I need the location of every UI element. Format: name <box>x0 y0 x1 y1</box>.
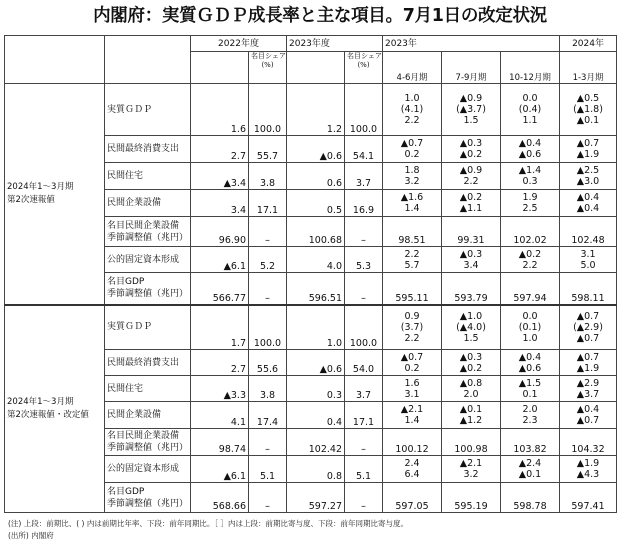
row-label <box>105 273 191 305</box>
cell-quarter-2 <box>442 456 501 483</box>
cell-quarter-4 <box>560 247 617 273</box>
cell-value: (3.7) <box>400 321 424 333</box>
cell-share2023: – <box>345 429 383 456</box>
cell-quarter-1 <box>383 429 442 456</box>
cell-value: 1.4 <box>404 415 420 426</box>
cell-value: ▲1.2 <box>459 415 483 426</box>
cell-value: 1.8 <box>404 165 420 176</box>
cell-value: 1.5 <box>463 332 479 344</box>
cell-share2023: – <box>345 217 383 247</box>
section-label-line: 第2次速報値・改定値 <box>7 409 89 420</box>
cell-fy2022: 96.90 <box>191 217 249 247</box>
cell-share2022: 17.4 <box>249 402 287 429</box>
cell-quarter-3 <box>501 190 560 217</box>
cell-value: 100.98 <box>454 444 488 455</box>
section-label <box>5 84 105 305</box>
cell-quarter-2 <box>442 402 501 429</box>
row-label-line: 季節調整値（兆円） <box>107 232 189 243</box>
cell-quarter-3 <box>501 84 560 136</box>
cell-value: 1.4 <box>404 203 420 214</box>
footnote-source: (出所) 内閣府 <box>8 531 54 540</box>
cell-value: 103.82 <box>513 444 547 455</box>
row-label <box>105 163 191 190</box>
cell-value: ▲2.1 <box>459 458 483 469</box>
cell-share2022: 3.8 <box>249 163 287 190</box>
cell-value: 0.0 <box>522 93 538 104</box>
header-y2023: 2023年 <box>383 36 560 52</box>
cell-fy2022: 566.77 <box>191 273 249 305</box>
cell-fy2022: 3.4 <box>191 190 249 217</box>
row-label-line: 民間住宅 <box>107 383 144 394</box>
row-label-line: 実質ＧＤＰ <box>107 322 153 333</box>
cell-value: (▲3.7) <box>456 104 486 115</box>
row-label <box>105 217 191 247</box>
cell-value: ▲1.9 <box>576 458 600 469</box>
cell-value: 2.2 <box>522 259 538 271</box>
cell-quarter-4 <box>560 305 617 350</box>
cell-value: ▲1.4 <box>518 165 542 176</box>
cell-value: 597.41 <box>571 501 605 512</box>
cell-quarter-3 <box>501 402 560 429</box>
cell-value: ▲0.7 <box>576 351 600 363</box>
cell-value: ▲0.1 <box>576 115 600 126</box>
header-quarter-1: 4-6月期 <box>383 52 442 84</box>
cell-quarter-4 <box>560 402 617 429</box>
cell-share2023: 100.0 <box>345 84 383 136</box>
header-quarter-4: 1-3月期 <box>560 52 617 84</box>
cell-share2023: – <box>345 273 383 305</box>
cell-quarter-3 <box>501 376 560 402</box>
cell-fy2022: 568.66 <box>191 483 249 513</box>
cell-share2023: 54.1 <box>345 136 383 163</box>
cell-value: ▲0.4 <box>518 351 542 363</box>
cell-share2023: 54.0 <box>345 350 383 376</box>
cell-share2022: – <box>249 483 287 513</box>
row-label <box>105 350 191 376</box>
cell-fy2023: 102.42 <box>287 429 345 456</box>
cell-quarter-4 <box>560 163 617 190</box>
cell-value: (▲2.9) <box>573 321 603 333</box>
cell-value: ▲1.9 <box>576 362 600 374</box>
cell-share2022: 100.0 <box>249 84 287 136</box>
cell-value: ▲2.9 <box>576 377 600 389</box>
share-unit: (%) <box>261 61 274 69</box>
cell-quarter-1 <box>383 350 442 376</box>
cell-value: (▲1.8) <box>573 104 603 115</box>
cell-share2023: 5.3 <box>345 247 383 273</box>
cell-share2023: 16.9 <box>345 190 383 217</box>
cell-fy2023: 4.0 <box>287 247 345 273</box>
cell-value: 595.19 <box>454 501 488 512</box>
cell-value: ▲0.3 <box>459 248 483 260</box>
row-label-line: 名目民間企業設備 <box>107 431 180 441</box>
section-label-line: 2024年1～3月期 <box>7 396 74 407</box>
cell-value: 1.0 <box>522 332 538 344</box>
cell-share2023: – <box>345 483 383 513</box>
cell-value: 102.02 <box>513 235 547 246</box>
page-title: 内閣府：実質ＧＤＰ成長率と主な項目。7月1日の改定状況 <box>93 6 547 26</box>
cell-fy2023: 0.4 <box>287 402 345 429</box>
cell-fy2022: 2.7 <box>191 136 249 163</box>
cell-fy2023: ▲0.6 <box>287 350 345 376</box>
cell-share2022: 55.7 <box>249 136 287 163</box>
cell-quarter-4 <box>560 456 617 483</box>
cell-value: ▲0.9 <box>459 165 483 176</box>
section-label <box>5 305 105 513</box>
cell-fy2023: 596.51 <box>287 273 345 305</box>
cell-value: 598.11 <box>571 292 605 304</box>
cell-quarter-1 <box>383 217 442 247</box>
cell-quarter-3 <box>501 217 560 247</box>
cell-value: 2.2 <box>404 332 420 344</box>
cell-quarter-3 <box>501 305 560 350</box>
row-label-line: 実質ＧＤＰ <box>107 104 153 115</box>
row-label-line: 公的固定資本形成 <box>107 464 180 474</box>
cell-quarter-2 <box>442 163 501 190</box>
cell-value: ▲0.7 <box>576 310 600 322</box>
cell-value: ▲0.2 <box>518 248 542 260</box>
header-share-2023 <box>345 52 383 84</box>
cell-quarter-4 <box>560 84 617 136</box>
cell-share2023: 100.0 <box>345 305 383 350</box>
cell-value: 598.78 <box>513 501 547 512</box>
cell-fy2023: 0.6 <box>287 163 345 190</box>
cell-value: 5.7 <box>404 259 420 271</box>
cell-fy2022: ▲3.4 <box>191 163 249 190</box>
cell-value: ▲0.2 <box>459 149 483 160</box>
row-label-line: 名目GDP <box>107 277 145 288</box>
cell-value: ▲0.4 <box>576 404 600 415</box>
share-label: 名目シェア <box>251 52 286 60</box>
row-label <box>105 305 191 350</box>
cell-value: 0.1 <box>522 388 538 400</box>
cell-value: ▲0.7 <box>576 138 600 149</box>
cell-value: ▲2.4 <box>518 458 542 469</box>
cell-value: 2.2 <box>404 115 420 126</box>
cell-fy2023: 597.27 <box>287 483 345 513</box>
cell-value: 2.0 <box>463 388 479 400</box>
cell-value: (▲4.0) <box>456 321 486 333</box>
cell-value: ▲1.9 <box>576 149 600 160</box>
row-label-line: 民間企業設備 <box>107 198 162 208</box>
cell-quarter-2 <box>442 136 501 163</box>
cell-value: ▲1.0 <box>459 310 483 322</box>
cell-quarter-2 <box>442 483 501 513</box>
row-label-line: 民間最終消費支出 <box>107 357 180 368</box>
row-label <box>105 456 191 483</box>
header-blank-2023 <box>287 52 345 84</box>
cell-share2022: 3.8 <box>249 376 287 402</box>
cell-share2022: – <box>249 429 287 456</box>
cell-value: 0.3 <box>522 176 538 187</box>
footnote-note: (注) 上段：前期比、( ) 内は前期比年率、下段：前年同期比。［ ］内は上段：前期比寄与度、下段：前年同期比寄与度。 <box>8 519 408 528</box>
row-label <box>105 84 191 136</box>
cell-value: ▲0.5 <box>576 93 600 104</box>
row-label <box>105 483 191 513</box>
cell-quarter-2 <box>442 273 501 305</box>
cell-value: 3.2 <box>463 469 479 480</box>
cell-fy2022: 1.6 <box>191 84 249 136</box>
header-fy2022: 2022年度 <box>191 36 287 52</box>
cell-value: 1.0 <box>404 93 420 104</box>
cell-value: ▲0.7 <box>576 332 600 344</box>
cell-value: 6.4 <box>404 469 420 480</box>
cell-share2022: 55.6 <box>249 350 287 376</box>
cell-quarter-2 <box>442 305 501 350</box>
cell-quarter-4 <box>560 429 617 456</box>
cell-quarter-3 <box>501 163 560 190</box>
header-row-years <box>5 36 617 52</box>
row-label-line: 名目GDP <box>107 486 145 497</box>
row-label-line: 公的固定資本形成 <box>107 254 180 265</box>
cell-fy2022: ▲6.1 <box>191 456 249 483</box>
cell-fy2022: 98.74 <box>191 429 249 456</box>
cell-fy2022: ▲3.3 <box>191 376 249 402</box>
cell-value: 99.31 <box>457 235 485 246</box>
cell-quarter-3 <box>501 136 560 163</box>
cell-value: 1.1 <box>522 115 538 126</box>
cell-fy2022: ▲6.1 <box>191 247 249 273</box>
cell-value: ▲2.1 <box>400 404 424 415</box>
cell-share2023: 17.1 <box>345 402 383 429</box>
cell-fy2023: 0.3 <box>287 376 345 402</box>
cell-fy2023: 100.68 <box>287 217 345 247</box>
cell-quarter-2 <box>442 350 501 376</box>
cell-value: ▲3.7 <box>576 388 600 400</box>
cell-quarter-2 <box>442 84 501 136</box>
row-label-line: 季節調整値（兆円） <box>107 498 189 509</box>
cell-value: 2.5 <box>522 203 538 214</box>
section-label-line: 第2次速報値 <box>7 194 55 205</box>
cell-quarter-3 <box>501 350 560 376</box>
share-label: 名目シェア <box>347 52 382 60</box>
cell-value: 100.12 <box>395 444 429 455</box>
cell-share2023: 3.7 <box>345 163 383 190</box>
cell-value: ▲0.1 <box>459 404 483 415</box>
cell-value: ▲0.7 <box>576 415 600 426</box>
cell-share2022: 5.1 <box>249 456 287 483</box>
cell-value: 0.2 <box>404 149 420 160</box>
row-label-line: 名目民間企業設備 <box>107 220 180 231</box>
cell-value: 5.0 <box>580 259 596 271</box>
cell-quarter-2 <box>442 247 501 273</box>
cell-value: ▲0.3 <box>459 138 483 149</box>
cell-value: 3.2 <box>404 176 420 187</box>
cell-quarter-1 <box>383 483 442 513</box>
cell-value: ▲0.7 <box>400 351 424 363</box>
header-share-2022 <box>249 52 287 84</box>
cell-value: 3.1 <box>580 248 596 260</box>
cell-fy2022: 4.1 <box>191 402 249 429</box>
cell-value: ▲0.9 <box>459 93 483 104</box>
cell-value: ▲0.4 <box>576 192 600 203</box>
cell-value: 0.0 <box>522 310 538 322</box>
cell-value: 3.4 <box>463 259 479 271</box>
cell-quarter-4 <box>560 217 617 247</box>
cell-fy2022: 1.7 <box>191 305 249 350</box>
cell-quarter-3 <box>501 483 560 513</box>
header-quarter-2: 7-9月期 <box>442 52 501 84</box>
cell-quarter-4 <box>560 350 617 376</box>
cell-value: 2.3 <box>522 415 538 426</box>
cell-fy2023: 1.2 <box>287 84 345 136</box>
cell-share2023: 5.1 <box>345 456 383 483</box>
table-row <box>5 84 617 136</box>
cell-value: 595.11 <box>395 292 429 304</box>
cell-quarter-2 <box>442 376 501 402</box>
cell-value: (0.4) <box>518 104 542 115</box>
cell-quarter-1 <box>383 273 442 305</box>
cell-quarter-4 <box>560 483 617 513</box>
cell-quarter-1 <box>383 84 442 136</box>
cell-quarter-4 <box>560 376 617 402</box>
row-label-line: 季節調整値（兆円） <box>107 443 189 453</box>
cell-value: ▲0.1 <box>518 469 542 480</box>
cell-value: ▲0.6 <box>518 362 542 374</box>
cell-fy2023: 0.8 <box>287 456 345 483</box>
cell-value: 597.05 <box>395 501 429 512</box>
cell-value: ▲0.4 <box>518 138 542 149</box>
cell-quarter-1 <box>383 402 442 429</box>
cell-value: ▲0.2 <box>459 362 483 374</box>
cell-value: ▲0.2 <box>459 192 483 203</box>
row-label <box>105 376 191 402</box>
cell-quarter-1 <box>383 376 442 402</box>
cell-quarter-3 <box>501 273 560 305</box>
cell-quarter-3 <box>501 247 560 273</box>
cell-value: 104.32 <box>571 444 605 455</box>
header-blank-item <box>105 36 191 84</box>
cell-value: ▲0.7 <box>400 138 424 149</box>
cell-quarter-1 <box>383 247 442 273</box>
row-label <box>105 247 191 273</box>
cell-value: (0.1) <box>518 321 542 333</box>
cell-value: ▲0.3 <box>459 351 483 363</box>
cell-value: 1.5 <box>463 115 479 126</box>
table-row <box>5 305 617 350</box>
row-label <box>105 402 191 429</box>
cell-value: 2.4 <box>404 458 420 469</box>
cell-value: 0.9 <box>404 310 420 322</box>
cell-value: 593.79 <box>454 292 488 304</box>
gdp-table <box>4 35 617 513</box>
header-blank-2022 <box>191 52 249 84</box>
cell-quarter-4 <box>560 190 617 217</box>
cell-value: 3.1 <box>404 388 420 400</box>
cell-fy2023: 0.5 <box>287 190 345 217</box>
cell-value: ▲3.0 <box>576 176 600 187</box>
cell-quarter-2 <box>442 190 501 217</box>
cell-value: ▲1.5 <box>518 377 542 389</box>
row-label-line: 民間最終消費支出 <box>107 144 180 154</box>
cell-quarter-4 <box>560 273 617 305</box>
cell-quarter-1 <box>383 456 442 483</box>
header-y2024: 2024年 <box>560 36 617 52</box>
cell-value: ▲0.8 <box>459 377 483 389</box>
row-label-line: 季節調整値（兆円） <box>107 289 189 300</box>
cell-share2022: 100.0 <box>249 305 287 350</box>
cell-value: 2.0 <box>522 404 538 415</box>
section-label-line: 2024年1～3月期 <box>7 181 74 192</box>
cell-fy2022: 2.7 <box>191 350 249 376</box>
cell-share2023: 3.7 <box>345 376 383 402</box>
cell-share2022: 17.1 <box>249 190 287 217</box>
cell-share2022: – <box>249 273 287 305</box>
cell-quarter-1 <box>383 136 442 163</box>
cell-value: 2.2 <box>404 248 420 260</box>
cell-value: 98.51 <box>398 235 426 246</box>
cell-quarter-2 <box>442 217 501 247</box>
cell-value: 597.94 <box>513 292 547 304</box>
cell-quarter-4 <box>560 136 617 163</box>
cell-quarter-3 <box>501 429 560 456</box>
row-label <box>105 429 191 456</box>
cell-value: 102.48 <box>571 235 605 246</box>
share-unit: (%) <box>357 61 370 69</box>
cell-value: 2.2 <box>463 176 479 187</box>
cell-share2022: – <box>249 217 287 247</box>
header-quarter-3: 10-12月期 <box>501 52 560 84</box>
cell-quarter-3 <box>501 456 560 483</box>
cell-value: ▲1.1 <box>459 203 483 214</box>
cell-value: ▲0.6 <box>518 149 542 160</box>
cell-quarter-1 <box>383 305 442 350</box>
cell-value: ▲4.3 <box>576 469 600 480</box>
cell-quarter-2 <box>442 429 501 456</box>
cell-share2022: 5.2 <box>249 247 287 273</box>
row-label <box>105 190 191 217</box>
cell-fy2023: ▲0.6 <box>287 136 345 163</box>
cell-fy2023: 1.0 <box>287 305 345 350</box>
cell-value: 1.9 <box>522 192 538 203</box>
cell-value: ▲0.4 <box>576 203 600 214</box>
cell-quarter-1 <box>383 190 442 217</box>
cell-value: 0.2 <box>404 362 420 374</box>
header-blank-section <box>5 36 105 84</box>
cell-value: (4.1) <box>400 104 424 115</box>
cell-value: 1.6 <box>404 377 420 389</box>
footnotes <box>8 518 408 542</box>
header-fy2023: 2023年度 <box>287 36 383 52</box>
row-label <box>105 136 191 163</box>
row-label-line: 民間企業設備 <box>107 410 162 420</box>
row-label-line: 民間住宅 <box>107 171 144 181</box>
cell-value: ▲2.5 <box>576 165 600 176</box>
cell-quarter-1 <box>383 163 442 190</box>
cell-value: ▲1.6 <box>400 192 424 203</box>
